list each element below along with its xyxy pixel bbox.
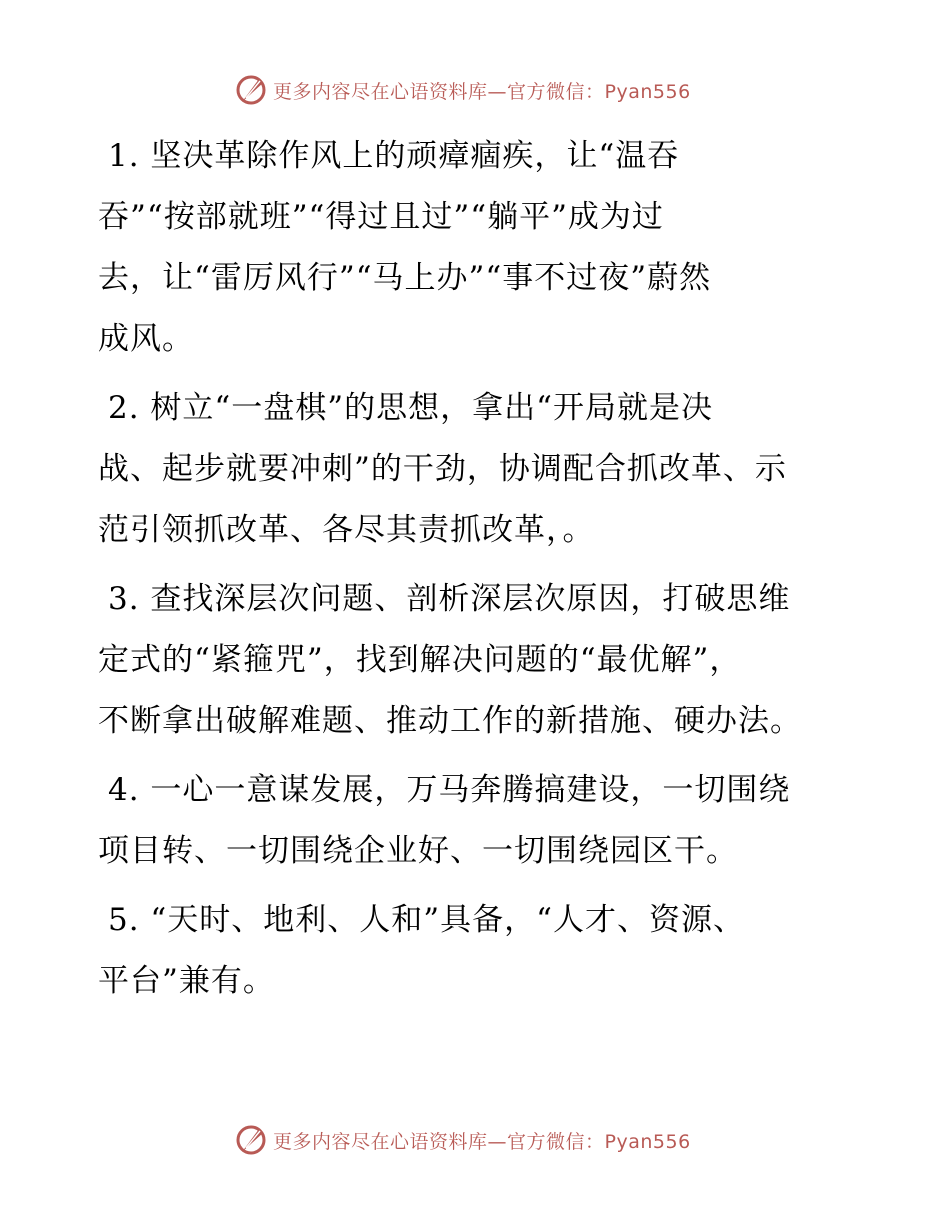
watermark-text: 更多内容尽在心语资料库—官方微信：Pyan556 (273, 80, 691, 103)
paragraph-line: 不断拿出破解难题、推动工作的新措施、硬办法。 (98, 703, 802, 739)
feather-pen-logo-icon (233, 72, 269, 108)
footer-watermark (233, 1120, 691, 1160)
feather-pen-logo-icon (233, 1122, 269, 1158)
paragraph-line: 范引领抓改革、各尽其责抓改革，。 (98, 512, 595, 548)
paragraph-line: 去，让“雷厉风行”“马上办”“事不过夜”蔚然 (98, 260, 712, 296)
document-body (98, 126, 858, 1020)
watermark-text: 更多内容尽在心语资料库—官方微信：Pyan556 (273, 1130, 691, 1153)
paragraph-line: 4. 一心一意谋发展，万马奔腾搞建设，一切围绕 (108, 772, 791, 808)
paragraph-line: 定式的“紧箍咒”，找到解决问题的“最优解”， (98, 642, 742, 678)
paragraph-2 (98, 378, 858, 561)
paragraph-4 (98, 760, 858, 882)
paragraph-line: 项目转、一切围绕企业好、一切围绕园区干。 (98, 833, 738, 869)
paragraph-3 (98, 569, 858, 752)
paragraph-line: 2. 树立“一盘棋”的思想，拿出“开局就是决 (108, 390, 713, 426)
paragraph-line: 战、起步就要冲刺”的干劲，协调配合抓改革、示 (98, 451, 787, 487)
paragraph-line: 1. 坚决革除作风上的顽瘴痼疾，让“温吞 (108, 138, 680, 174)
paragraph-1 (98, 126, 858, 370)
paragraph-5 (98, 890, 858, 1012)
paragraph-line: 平台”兼有。 (98, 963, 275, 999)
paragraph-line: 吞”“按部就班”“得过且过”“躺平”成为过 (98, 199, 664, 235)
paragraph-line: 成风。 (98, 321, 194, 357)
paragraph-line: 3. 查找深层次问题、剖析深层次原因，打破思维 (108, 581, 791, 617)
header-watermark (233, 70, 691, 110)
paragraph-line: 5. “天时、地利、人和”具备，“人才、资源、 (108, 902, 745, 938)
